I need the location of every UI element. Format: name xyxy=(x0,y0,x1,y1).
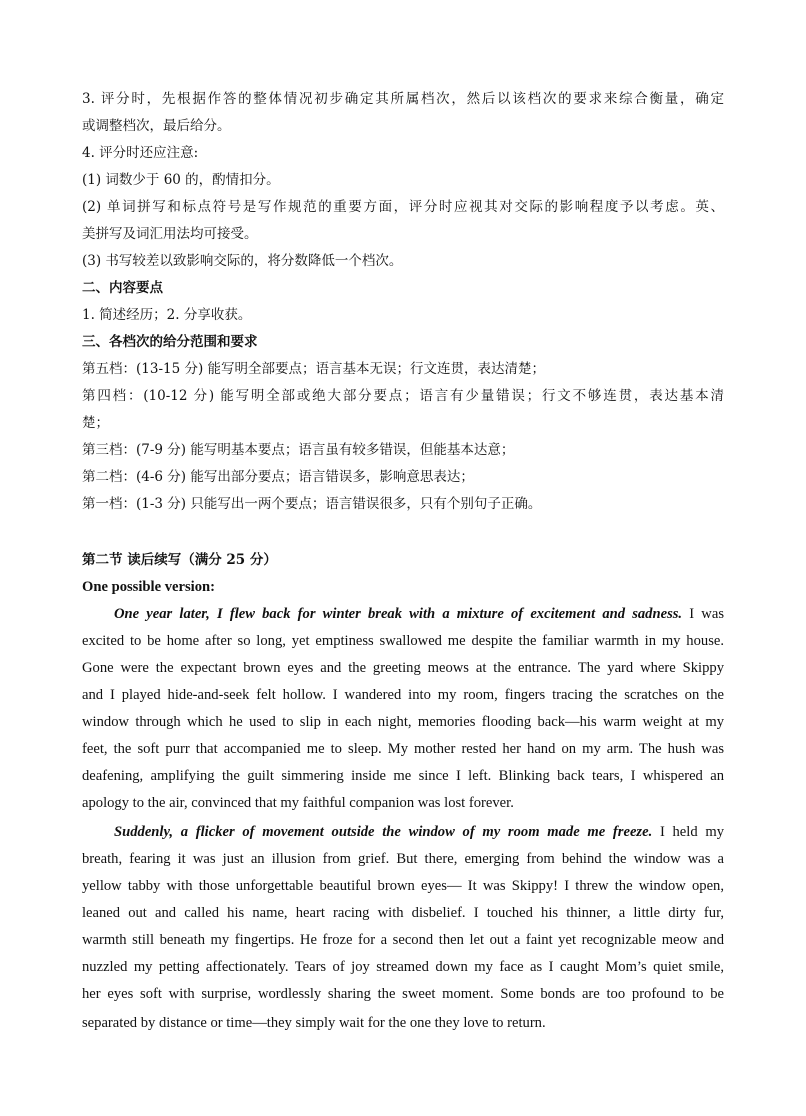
paragraph-1-lead: One year later, I flew back for winter break with a mixture of excitement and sadness. xyxy=(114,606,683,622)
paragraph-1-line-1-rest: I was xyxy=(682,606,724,622)
note-1: (1) 词数少于 60 的，酌情扣分。 xyxy=(82,172,280,188)
paragraph-2-lead: Suddenly, a flicker of movement outside the window of my room made me freeze. xyxy=(114,824,653,840)
grade-2: 第二档：(4-6 分) 能写出部分要点；语言错误多，影响意思表达； xyxy=(82,469,474,485)
paragraph-2-line-2: breath, fearing it was just an illusion from grief. But there, emerging from behind the window was a xyxy=(82,851,724,867)
section-2-heading: 第二节 读后续写（满分 25 分） xyxy=(82,552,277,568)
paragraph-2-line-6: nuzzled my petting affectionately. Tears of joy streamed down my face as I caught Mom’s quiet smile, xyxy=(82,959,724,975)
paragraph-1-line-1 xyxy=(82,601,724,628)
paragraph-2-line-1 xyxy=(82,819,724,846)
paragraph-2-line-4: leaned out and called his name, heart racing with disbelief. I touched his thinner, a little dirty fur, xyxy=(82,905,724,921)
paragraph-1-line-5: window through which he used to slip in each night, memories flooding back—his warm weight at my xyxy=(82,714,724,730)
grade-5: 第五档：(13-15 分) 能写明全部要点；语言基本无误；行文连贯，表达清楚； xyxy=(82,361,546,377)
note-2-line-1: (2) 单词拼写和标点符号是写作规范的重要方面，评分时应视其对交际的影响程度予以考虑。英、 xyxy=(82,199,724,215)
rule-item-3-line-1: 3. 评分时，先根据作答的整体情况初步确定其所属档次，然后以该档次的要求来综合衡量，确定 xyxy=(82,91,724,107)
paragraph-1-line-6: feet, the soft purr that accompanied me to sleep. My mother rested her hand on my arm. The hush was xyxy=(82,741,724,757)
rule-item-4: 4. 评分时还应注意: xyxy=(82,145,199,161)
grade-4-line-1: 第四档：(10-12 分) 能写明全部或绝大部分要点；语言有少量错误；行文不够连贯，表达基本清 xyxy=(82,388,724,404)
grade-1: 第一档：(1-3 分) 只能写出一两个要点；语言错误很多，只有个别句子正确。 xyxy=(82,496,542,512)
note-2-line-2: 美拼写及词汇用法均可接受。 xyxy=(82,226,258,242)
paragraph-1-line-4: and I played hide-and-seek felt hollow. I wandered into my room, fingers tracing the scratches on the xyxy=(82,687,724,703)
paragraph-2-line-1-rest: I held my xyxy=(652,824,724,840)
version-label: One possible version: xyxy=(82,579,215,595)
content-points-text: 1. 简述经历；2. 分享收获。 xyxy=(82,307,252,323)
rule-item-3-line-2: 或调整档次，最后给分。 xyxy=(82,118,231,134)
grades-heading: 三、各档次的给分范围和要求 xyxy=(82,334,258,350)
paragraph-1-line-8: apology to the air, convinced that my faithful companion was lost forever. xyxy=(82,795,514,811)
paragraph-2-line-8: separated by distance or time—they simply wait for the one they love to return. xyxy=(82,1015,546,1031)
paragraph-2-line-7: her eyes soft with surprise, wordlessly sharing the sweet moment. Some bonds are too profound to be xyxy=(82,986,724,1002)
paragraph-1-line-7: deafening, amplifying the guilt simmering inside me since I left. Blinking back tears, I whispered an xyxy=(82,768,724,784)
paragraph-2-line-5: warmth still beneath my fingertips. He froze for a second then let out a faint yet recognizable meow and xyxy=(82,932,724,948)
grade-4-line-2: 楚； xyxy=(82,415,109,431)
content-points-heading: 二、内容要点 xyxy=(82,280,163,296)
paragraph-1-line-2: excited to be home after so long, yet emptiness swallowed me despite the familiar warmth in my house. xyxy=(82,633,724,649)
grade-3: 第三档：(7-9 分) 能写明基本要点；语言虽有较多错误，但能基本达意； xyxy=(82,442,515,458)
note-3: (3) 书写较差以致影响交际的，将分数降低一个档次。 xyxy=(82,253,403,269)
paragraph-1-line-3: Gone were the expectant brown eyes and the greeting meows at the entrance. The yard where Skippy xyxy=(82,660,724,676)
paragraph-2-line-3: yellow tabby with those unforgettable beautiful brown eyes— It was Skippy! I threw the window open, xyxy=(82,878,724,894)
